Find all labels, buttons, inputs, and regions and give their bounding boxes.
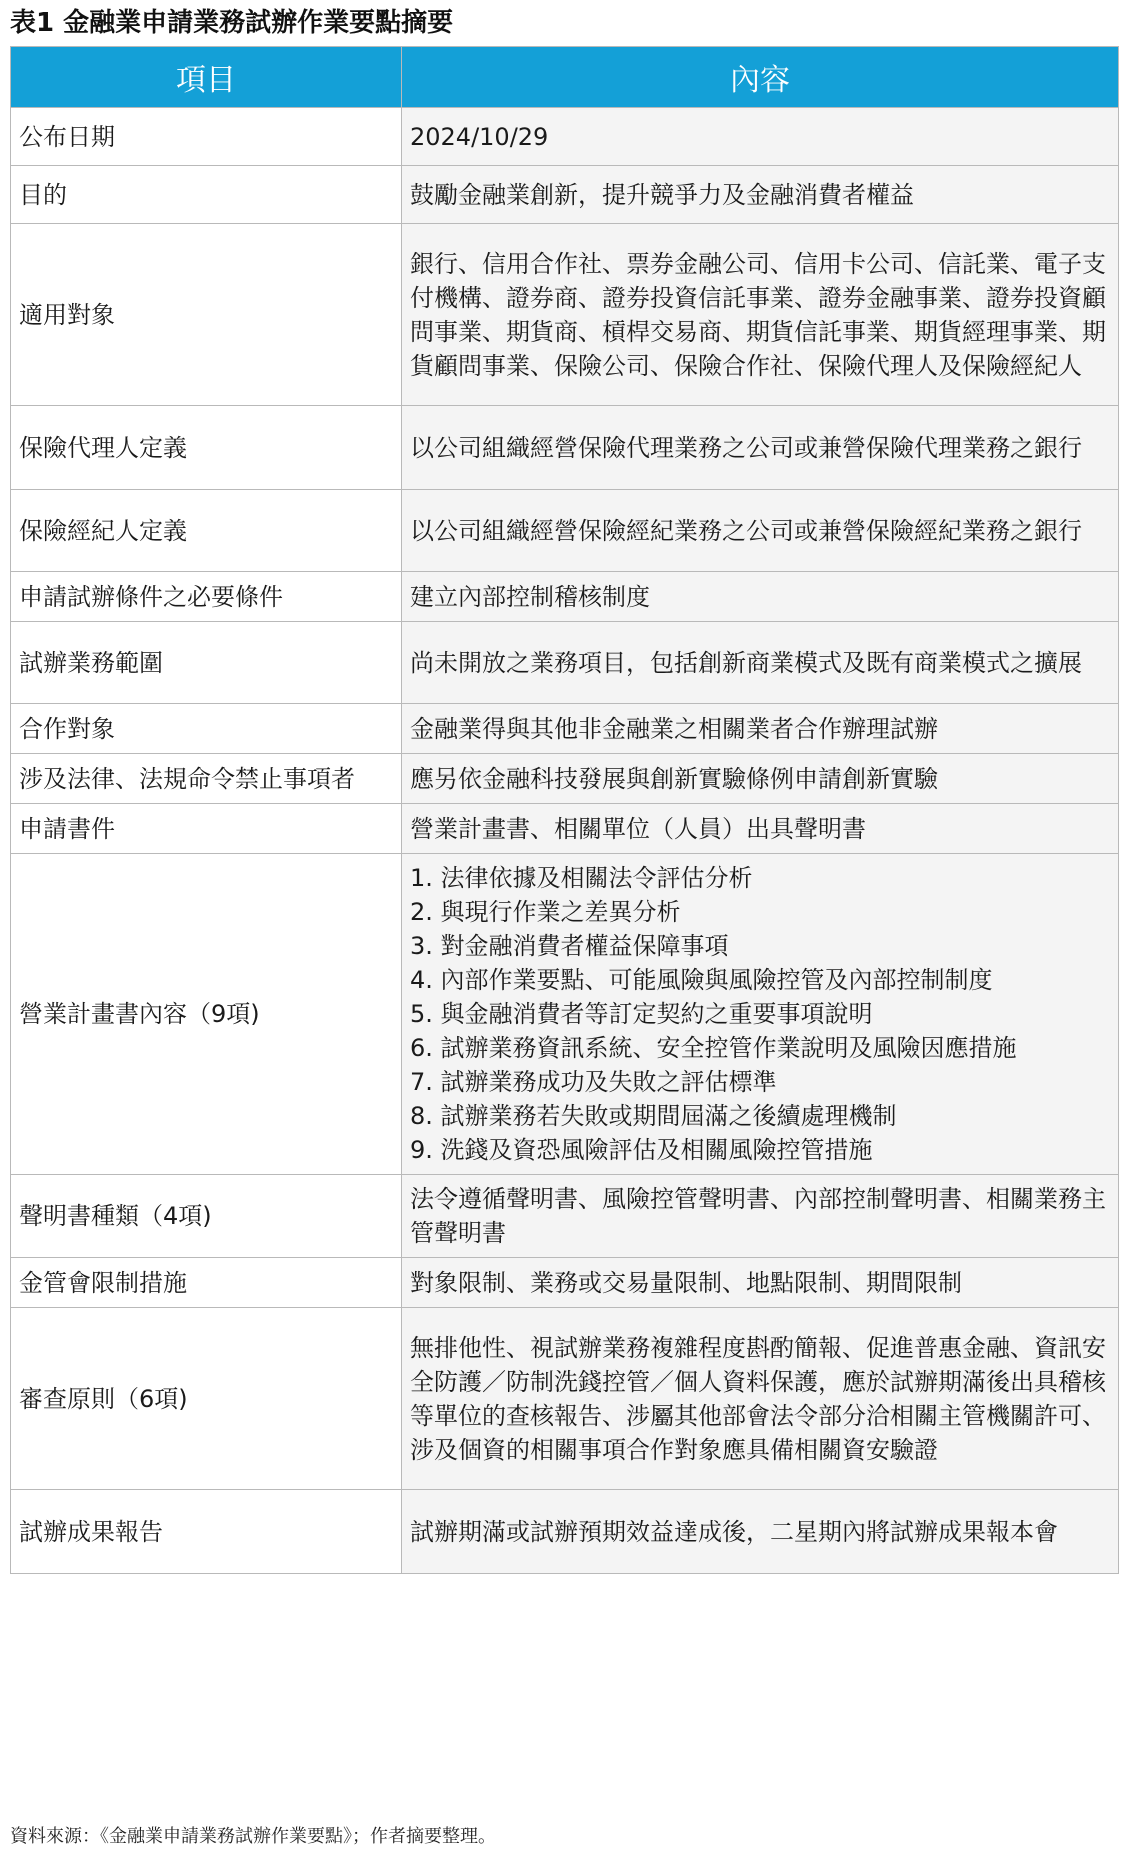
row-content: 金融業得與其他非金融業之相關業者合作辦理試辦 <box>402 704 1119 754</box>
table-row <box>11 166 1119 224</box>
row-content: 以公司組織經營保險代理業務之公司或兼營保險代理業務之銀行 <box>402 406 1119 490</box>
summary-table <box>10 46 1119 1574</box>
row-item: 聲明書種類（4項) <box>11 1175 402 1258</box>
row-content: 對象限制、業務或交易量限制、地點限制、期間限制 <box>402 1258 1119 1308</box>
list-item: 2. 與現行作業之差異分析 <box>410 898 681 926</box>
row-content: 鼓勵金融業創新，提升競爭力及金融消費者權益 <box>402 166 1119 224</box>
table-title: 表1 金融業申請業務試辦作業要點摘要 <box>10 8 454 38</box>
source-note: 資料來源：《金融業申請業務試辦作業要點》；作者摘要整理。 <box>10 1826 496 1847</box>
row-content: 建立內部控制稽核制度 <box>402 572 1119 622</box>
header-content: 內容 <box>402 47 1119 108</box>
row-item: 審查原則（6項) <box>11 1308 402 1490</box>
table-row <box>11 406 1119 490</box>
table-row <box>11 704 1119 754</box>
list-item: 4. 內部作業要點、可能風險與風險控管及內部控制制度 <box>410 966 993 994</box>
row-item: 金管會限制措施 <box>11 1258 402 1308</box>
table-row <box>11 1258 1119 1308</box>
table-row <box>11 490 1119 572</box>
row-content: 尚未開放之業務項目，包括創新商業模式及既有商業模式之擴展 <box>402 622 1119 704</box>
row-item: 試辦成果報告 <box>11 1490 402 1574</box>
row-content: 試辦期滿或試辦預期效益達成後，二星期內將試辦成果報本會 <box>402 1490 1119 1574</box>
row-content: 無排他性、視試辦業務複雜程度斟酌簡報、促進普惠金融、資訊安全防護／防制洗錢控管／個人資料保護，應於試辦期滿後出具稽核等單位的查核報告、涉屬其他部會法令部分洽相關主管機關許可、涉及個資的相關事項合作對象應具備相關資安驗證 <box>402 1308 1119 1490</box>
table-row <box>11 224 1119 406</box>
row-content: 2024/10/29 <box>402 108 1119 166</box>
list-item: 9. 洗錢及資恐風險評估及相關風險控管措施 <box>410 1136 873 1164</box>
table-row <box>11 804 1119 854</box>
row-item: 公布日期 <box>11 108 402 166</box>
row-content: 法令遵循聲明書、風險控管聲明書、內部控制聲明書、相關業務主管聲明書 <box>402 1175 1119 1258</box>
row-item: 營業計畫書內容（9項) <box>11 854 402 1175</box>
row-item: 保險經紀人定義 <box>11 490 402 572</box>
header-item: 項目 <box>11 47 402 108</box>
row-content: 應另依金融科技發展與創新實驗條例申請創新實驗 <box>402 754 1119 804</box>
row-item: 保險代理人定義 <box>11 406 402 490</box>
row-content: 以公司組織經營保險經紀業務之公司或兼營保險經紀業務之銀行 <box>402 490 1119 572</box>
list-item: 3. 對金融消費者權益保障事項 <box>410 932 729 960</box>
table-row <box>11 854 1119 1175</box>
row-content: 營業計畫書、相關單位（人員）出具聲明書 <box>402 804 1119 854</box>
header-row <box>11 47 1119 108</box>
table-row <box>11 108 1119 166</box>
row-item: 合作對象 <box>11 704 402 754</box>
list-item: 5. 與金融消費者等訂定契約之重要事項說明 <box>410 1000 873 1028</box>
row-item: 涉及法律、法規命令禁止事項者 <box>11 754 402 804</box>
row-item: 申請書件 <box>11 804 402 854</box>
row-item: 適用對象 <box>11 224 402 406</box>
table-row <box>11 622 1119 704</box>
list-item: 8. 試辦業務若失敗或期間屆滿之後續處理機制 <box>410 1102 897 1130</box>
table-row <box>11 1308 1119 1490</box>
list-item: 1. 法律依據及相關法令評估分析 <box>410 864 753 892</box>
table-row <box>11 572 1119 622</box>
list-item: 7. 試辦業務成功及失敗之評估標準 <box>410 1068 777 1096</box>
row-item: 目的 <box>11 166 402 224</box>
row-item: 申請試辦條件之必要條件 <box>11 572 402 622</box>
row-content-list <box>402 854 1119 1175</box>
table-row <box>11 1175 1119 1258</box>
row-content: 銀行、信用合作社、票券金融公司、信用卡公司、信託業、電子支付機構、證券商、證券投資信託事業、證券金融事業、證券投資顧問事業、期貨商、槓桿交易商、期貨信託事業、期貨經理事業、期貨顧問事業、保險公司、保險合作社、保險代理人及保險經紀人 <box>402 224 1119 406</box>
table-row <box>11 1490 1119 1574</box>
table-row <box>11 754 1119 804</box>
list-item: 6. 試辦業務資訊系統、安全控管作業說明及風險因應措施 <box>410 1034 1017 1062</box>
row-item: 試辦業務範圍 <box>11 622 402 704</box>
